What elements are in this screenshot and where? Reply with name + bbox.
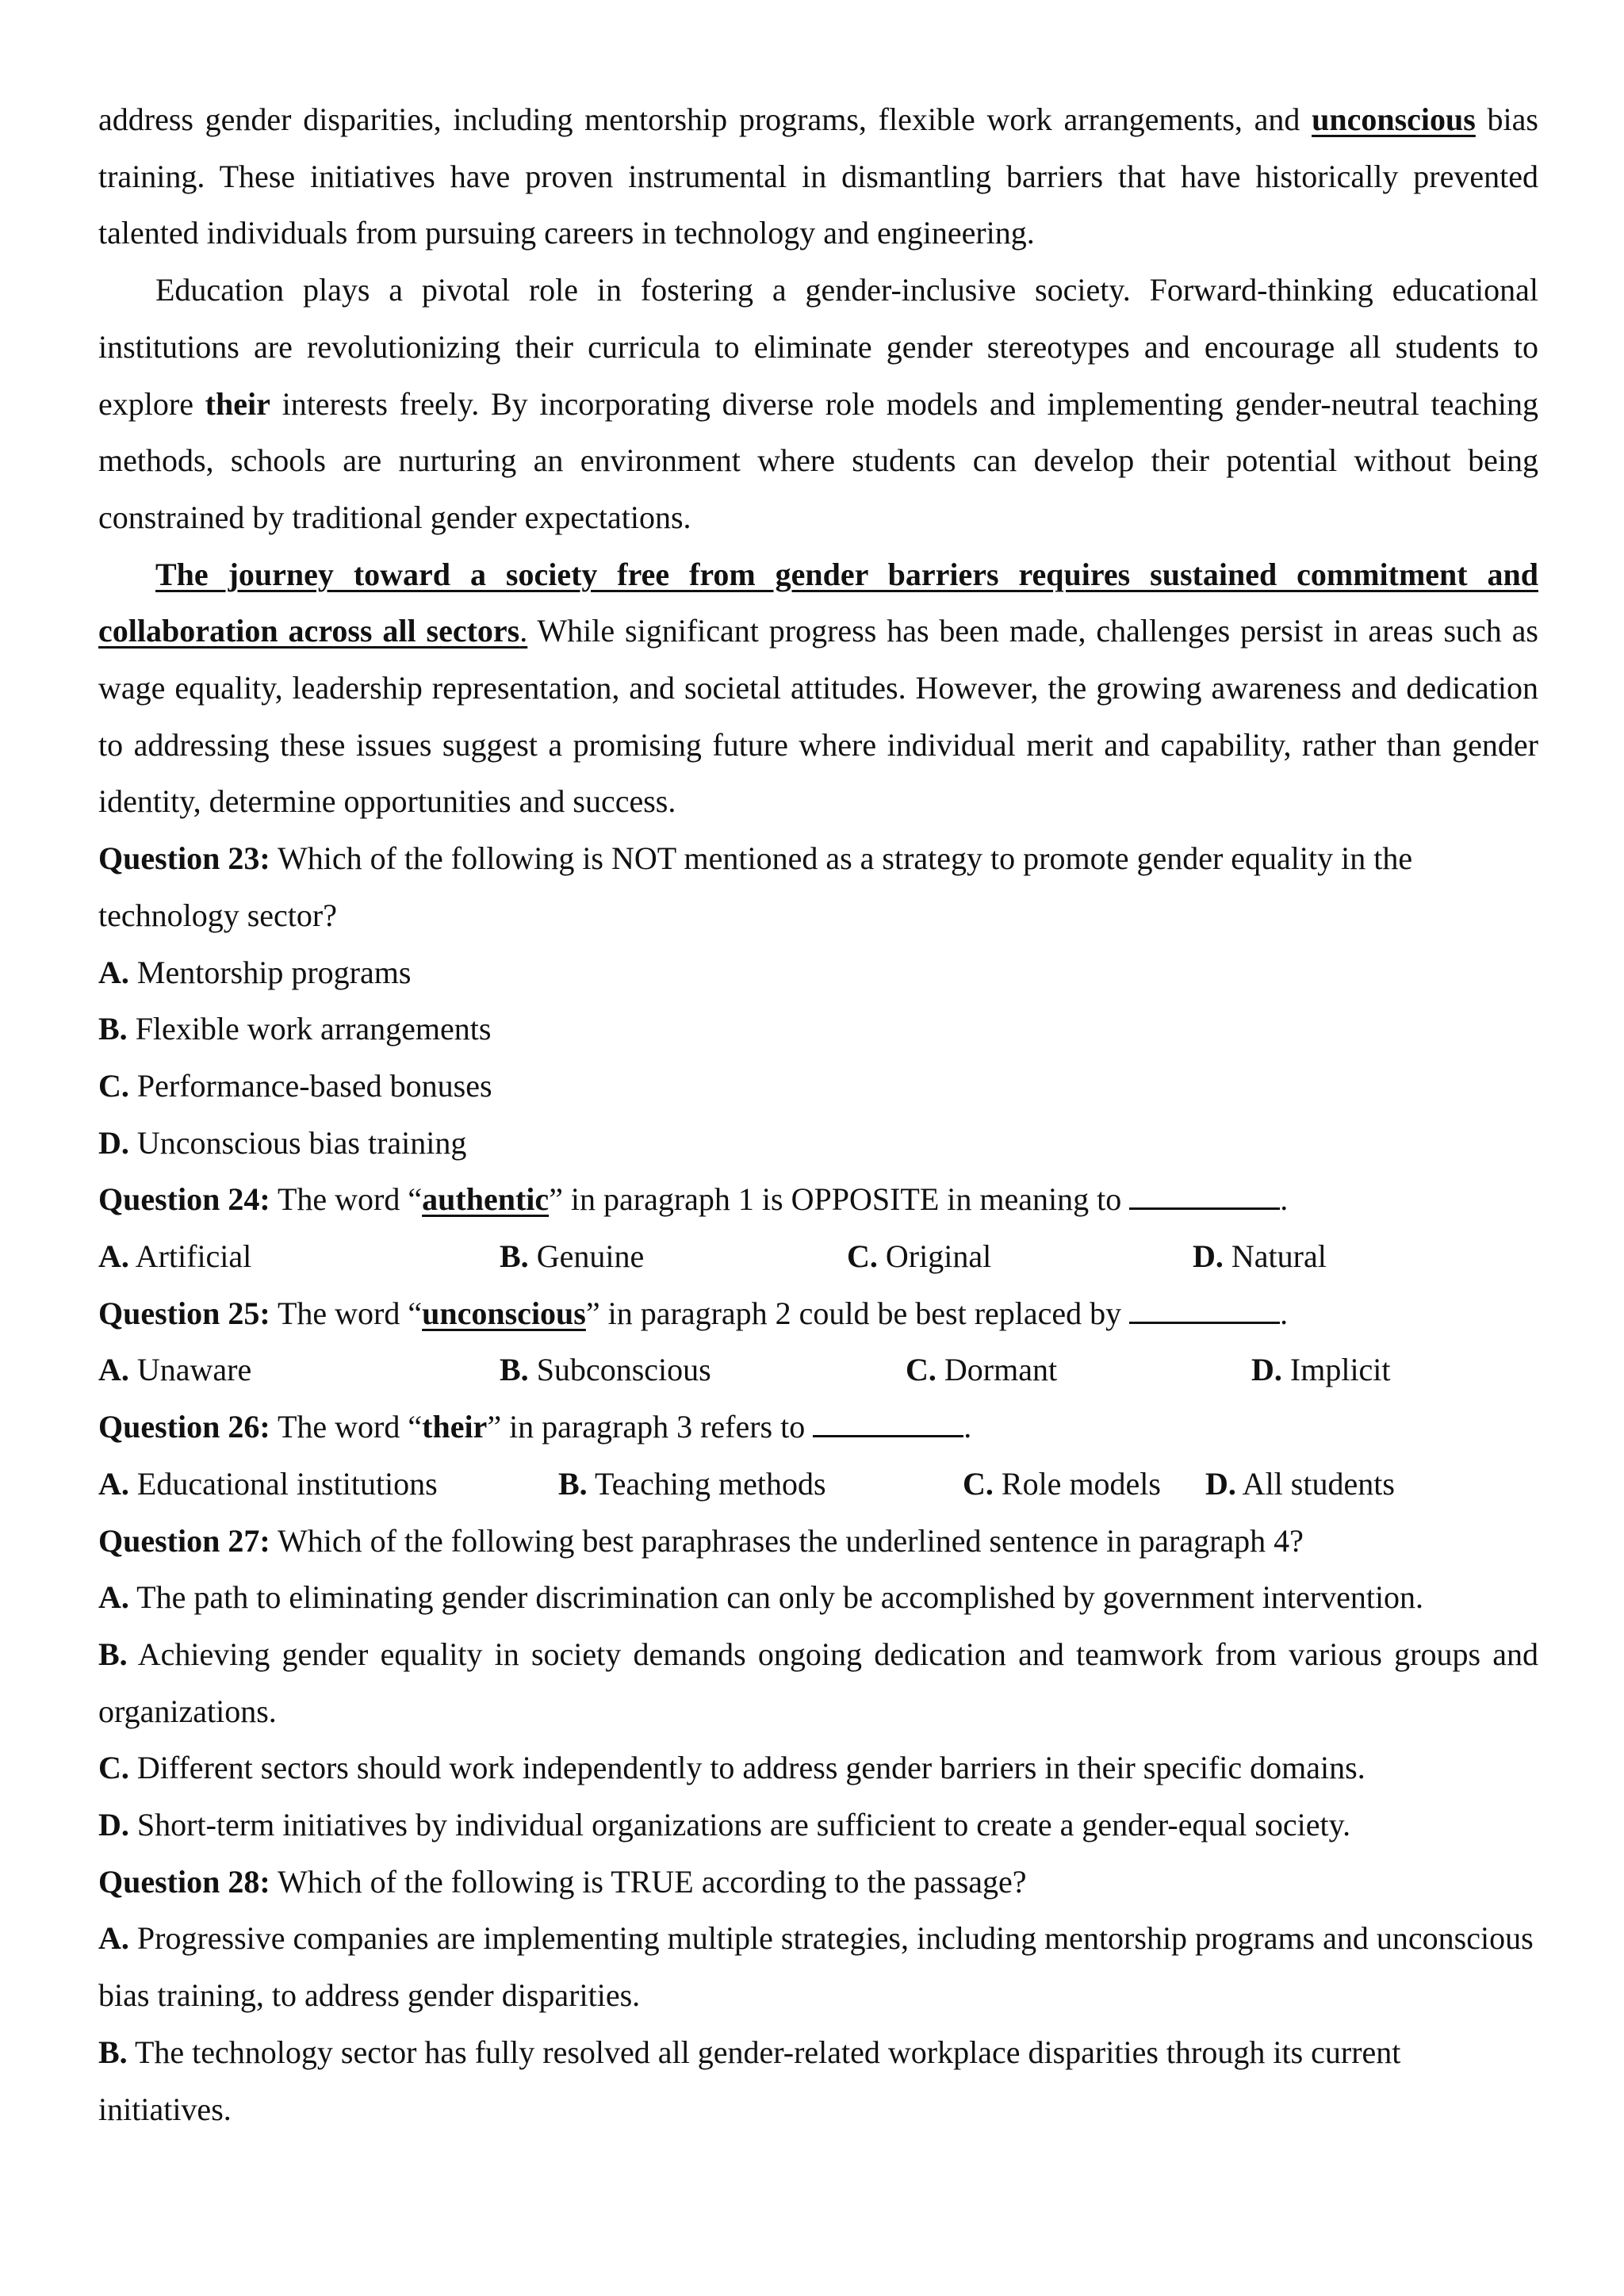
- question-26: [98, 1399, 1538, 1456]
- question-text: ” in paragraph 2 could be best replaced by: [585, 1295, 1130, 1331]
- option-letter: A.: [98, 954, 129, 990]
- option-text: Teaching methods: [587, 1465, 826, 1502]
- option-letter: D.: [1251, 1352, 1282, 1388]
- keyword-authentic: authentic: [422, 1181, 550, 1218]
- answer-option[interactable]: [558, 1456, 826, 1513]
- question-text: The word “: [270, 1409, 423, 1445]
- answer-option[interactable]: [500, 1341, 711, 1399]
- answer-option[interactable]: [98, 2024, 1538, 2137]
- option-text: Natural: [1223, 1238, 1327, 1275]
- question-label: Question 26:: [98, 1409, 270, 1445]
- option-text: Unconscious bias training: [128, 1124, 467, 1161]
- paragraph-text: Education plays a pivotal role in fostering a gender-inclusive society. Forward-thinking educational institutions are revolutionizing their curricula to eliminate gender stereotypes and encourage all students to explore: [98, 272, 1538, 422]
- keyword-their: their: [422, 1409, 488, 1445]
- keyword-unconscious: unconscious: [422, 1295, 586, 1331]
- answer-option[interactable]: [98, 1228, 251, 1285]
- option-text: Unaware: [128, 1352, 252, 1388]
- question-label: Question 28:: [98, 1863, 270, 1900]
- passage-paragraph-3: [98, 262, 1538, 546]
- answer-option[interactable]: [98, 1626, 1538, 1739]
- option-text: Role models: [993, 1465, 1161, 1502]
- option-text: Different sectors should work independently to address gender barriers in their specific domains.: [128, 1750, 1365, 1786]
- paragraph-text: address gender disparities, including mentorship programs, flexible work arrangements, and: [98, 101, 1312, 137]
- options-row: [98, 1228, 1538, 1285]
- question-24: [98, 1171, 1538, 1228]
- underlined-sentence: The journey toward a society free from gender barriers requires sustained commitment and collaboration across all sectors: [98, 556, 1538, 649]
- option-letter: C.: [847, 1238, 878, 1275]
- option-text: Genuine: [528, 1238, 645, 1275]
- question-text: The word “: [270, 1295, 423, 1331]
- question-label: Question 25:: [98, 1295, 270, 1331]
- question-text: Which of the following is NOT mentioned as a strategy to promote gender equality in the technology sector?: [98, 840, 1413, 933]
- option-text: Performance-based bonuses: [128, 1067, 492, 1104]
- option-text: Mentorship programs: [128, 954, 412, 990]
- option-text: The path to eliminating gender discrimination can only be accomplished by government intervention.: [128, 1579, 1424, 1616]
- answer-option[interactable]: [1205, 1456, 1395, 1513]
- options-row: [98, 1456, 1538, 1513]
- option-text: Progressive companies are implementing multiple strategies, including mentorship programs and unconscious bias training, to address gender disparities.: [98, 1920, 1534, 2014]
- answer-option[interactable]: [98, 1910, 1538, 2023]
- option-text: Dormant: [936, 1352, 1058, 1388]
- passage-paragraph-4: [98, 546, 1538, 831]
- option-text: Flexible work arrangements: [127, 1011, 492, 1047]
- option-letter: C.: [963, 1465, 994, 1502]
- question-text: The word “: [270, 1181, 423, 1218]
- answer-option[interactable]: [906, 1341, 1057, 1399]
- question-text: Which of the following best paraphrases the underlined sentence in paragraph 4?: [270, 1522, 1304, 1559]
- option-text: Artificial: [128, 1238, 252, 1275]
- passage-paragraph-2: [98, 91, 1538, 262]
- option-letter: A.: [98, 1238, 129, 1275]
- keyword-unconscious: unconscious: [1312, 101, 1476, 137]
- question-text: ” in paragraph 3 refers to: [487, 1409, 814, 1445]
- answer-option[interactable]: [98, 1569, 1538, 1626]
- answer-option[interactable]: [98, 944, 1538, 1001]
- option-letter: A.: [98, 1465, 129, 1502]
- question-end: .: [1280, 1295, 1289, 1331]
- answer-option[interactable]: [98, 1739, 1538, 1797]
- answer-option[interactable]: [500, 1228, 644, 1285]
- option-letter: D.: [1205, 1465, 1236, 1502]
- options-row: [98, 1341, 1538, 1399]
- answer-option[interactable]: [98, 1001, 1538, 1058]
- question-text: Which of the following is TRUE according to the passage?: [270, 1863, 1027, 1900]
- option-letter: B.: [98, 1636, 128, 1672]
- answer-option[interactable]: [98, 1341, 251, 1399]
- question-23: [98, 830, 1538, 943]
- option-letter: C.: [98, 1067, 129, 1104]
- answer-option[interactable]: [98, 1058, 1538, 1115]
- option-letter: B.: [98, 2034, 128, 2070]
- paragraph-text: interests freely. By incorporating diverse role models and implementing gender-neutral teaching methods, schools are nurturing an environment where students can develop their potential without being constrained by traditional gender expectations.: [98, 385, 1538, 535]
- answer-option[interactable]: [98, 1456, 438, 1513]
- option-text: Achieving gender equality in society demands ongoing dedication and teamwork from various groups and organizations.: [98, 1636, 1538, 1729]
- option-letter: A.: [98, 1352, 129, 1388]
- paragraph-text: bias training. These initiatives have proven instrumental in dismantling barriers that have historically prevented talented individuals from pursuing careers in technology and engineering.: [98, 101, 1538, 251]
- option-text: The technology sector has fully resolved all gender-related workplace disparities through its current initiatives.: [98, 2034, 1401, 2127]
- paragraph-text: While significant progress has been made, challenges persist in areas such as wage equality, leadership representation, and societal attitudes. However, the growing awareness and dedication to addressing these issues suggest a promising future where individual merit and capability, rather than gender identity, determine opportunities and success.: [98, 613, 1538, 820]
- question-text: ” in paragraph 1 is OPPOSITE in meaning to: [549, 1181, 1130, 1218]
- question-28: [98, 1854, 1538, 1911]
- document-page: [98, 91, 1538, 2137]
- option-letter: D.: [98, 1124, 129, 1161]
- answer-blank: [813, 1410, 963, 1437]
- answer-blank: [1129, 1296, 1280, 1324]
- option-letter: A.: [98, 1579, 129, 1616]
- question-end: .: [1280, 1181, 1289, 1218]
- question-end: .: [963, 1409, 972, 1445]
- answer-option[interactable]: [847, 1228, 991, 1285]
- underlined-period: .: [519, 613, 528, 649]
- option-text: Original: [877, 1238, 992, 1275]
- option-letter: D.: [98, 1807, 129, 1843]
- question-label: Question 23:: [98, 840, 270, 877]
- question-27: [98, 1513, 1538, 1570]
- option-letter: C.: [98, 1750, 129, 1786]
- question-25: [98, 1285, 1538, 1342]
- option-letter: A.: [98, 1920, 129, 1957]
- option-letter: C.: [906, 1352, 936, 1388]
- keyword-their: their: [205, 385, 270, 422]
- option-text: Subconscious: [528, 1352, 711, 1388]
- option-text: Implicit: [1281, 1352, 1391, 1388]
- option-text: Educational institutions: [128, 1465, 438, 1502]
- option-letter: B.: [98, 1011, 128, 1047]
- option-letter: B.: [500, 1238, 529, 1275]
- option-letter: B.: [558, 1465, 588, 1502]
- answer-option[interactable]: [98, 1115, 1538, 1172]
- answer-option[interactable]: [98, 1797, 1538, 1854]
- answer-option[interactable]: [1251, 1341, 1391, 1399]
- option-letter: D.: [1193, 1238, 1224, 1275]
- question-label: Question 24:: [98, 1181, 270, 1218]
- option-text: All students: [1235, 1465, 1395, 1502]
- option-text: Short-term initiatives by individual organizations are sufficient to create a gender-equal society.: [128, 1807, 1351, 1843]
- question-label: Question 27:: [98, 1522, 270, 1559]
- answer-blank: [1129, 1182, 1280, 1210]
- answer-option[interactable]: [963, 1456, 1161, 1513]
- answer-option[interactable]: [1193, 1228, 1327, 1285]
- option-letter: B.: [500, 1352, 529, 1388]
